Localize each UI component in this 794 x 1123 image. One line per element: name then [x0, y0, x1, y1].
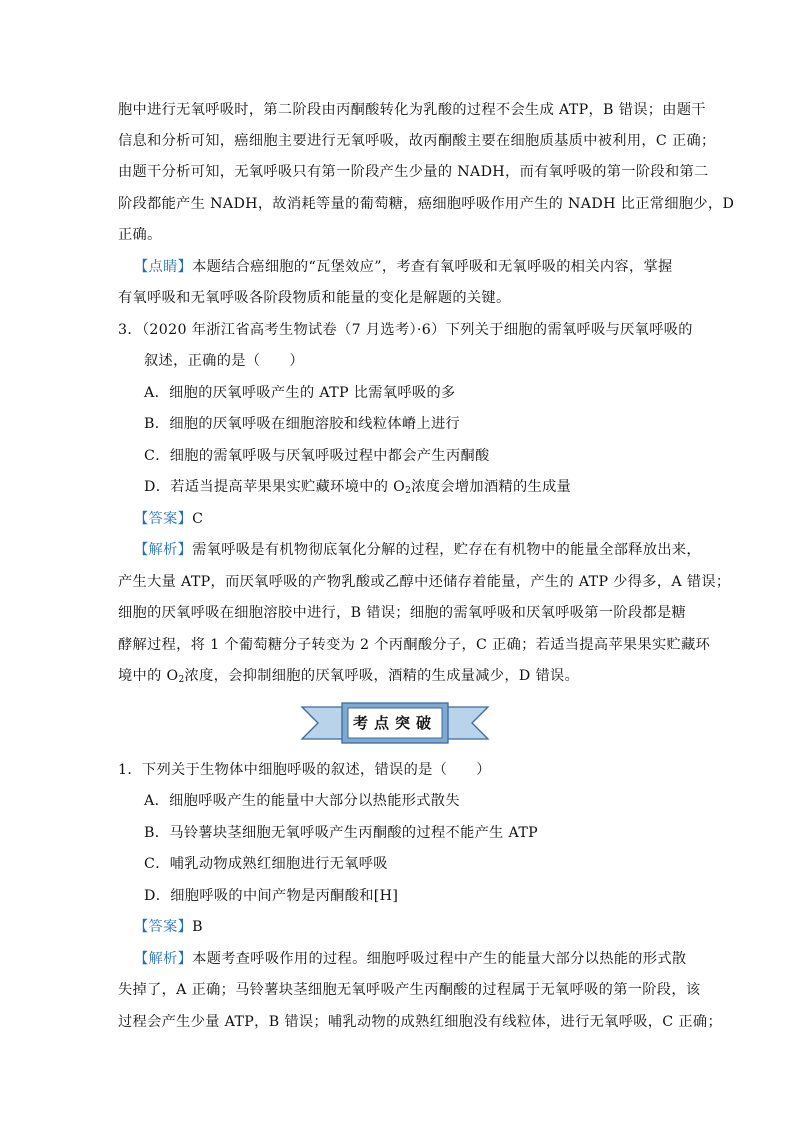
q3-option-a: A．细胞的厌氧呼吸产生的 ATP 比需氧呼吸的多 [144, 385, 456, 401]
intro-line-3: 由题干分析可知，无氧呼吸只有第一阶段产生少量的 NADH，而有氧呼吸的第一阶段和第二 [118, 164, 709, 180]
q3-answer [134, 509, 203, 529]
q3-jiexi-line-2: 产生大量 ATP，而厌氧呼吸的产物乳酸或乙醇中还储存着能量，产生的 ATP 少得多，A 错误； [118, 574, 731, 590]
dianjing-line-1 [134, 257, 673, 277]
q3-jiexi-5-sub: 2 [178, 675, 185, 685]
intro-line-4: 阶段都能产生 NADH，故消耗等量的葡萄糖，癌细胞呼吸作用产生的 NADH 比正常细胞少，D [118, 196, 735, 212]
p1-option-d: D．细胞呼吸的中间产物是丙酮酸和[H] [144, 888, 399, 904]
dianjing-line-2: 有氧呼吸和无氧呼吸各阶段物质和能量的变化是解题的关键。 [118, 290, 511, 306]
q3-jiexi-line-1 [134, 540, 701, 560]
q3-option-c: C．细胞的需氧呼吸与厌氧呼吸过程中都会产生丙酮酸 [144, 448, 490, 464]
q3-answer-value: C [192, 511, 204, 527]
p1-jiexi-tag: 【解析】 [134, 951, 193, 967]
q3-jiexi-5-pre: 境中的 O [118, 668, 179, 684]
section-banner [298, 701, 492, 745]
q3-stem-2: 叙述，正确的是（ ） [144, 353, 304, 369]
q3-option-d-post: 浓度会增加酒精的生成量 [411, 479, 572, 495]
dianjing-text-1: 本题结合癌细胞的“瓦堡效应”，考查有氧呼吸和无氧呼吸的相关内容，掌握 [192, 259, 673, 275]
p1-jiexi-line-2: 失掉了，A 正确；马铃薯块茎细胞无氧呼吸产生丙酮酸的过程属于无氧呼吸的第一阶段，该 [118, 982, 701, 998]
p1-stem: 1．下列关于生物体中细胞呼吸的叙述，错误的是（ ） [118, 762, 491, 778]
q3-option-d-pre: D．若适当提高苹果果实贮藏环境中的 O [144, 479, 406, 495]
intro-line-1: 胞中进行无氧呼吸时，第二阶段由丙酮酸转化为乳酸的过程不会生成 ATP，B 错误；由题干 [118, 102, 706, 118]
p1-jiexi-line-1 [134, 949, 686, 969]
q3-answer-tag: 【答案】 [134, 511, 193, 527]
dianjing-tag: 【点睛】 [134, 259, 193, 275]
q3-option-d [144, 477, 571, 501]
q3-jiexi-line-3: 细胞的厌氧呼吸在细胞溶胶中进行，B 错误；细胞的需氧呼吸和厌氧呼吸第一阶段都是糖 [118, 605, 687, 621]
q3-jiexi-5-post: 浓度，会抑制细胞的厌氧呼吸，酒精的生成量减少，D 错误。 [184, 668, 580, 684]
p1-answer-tag: 【答案】 [134, 919, 193, 935]
q3-jiexi-line-5 [118, 666, 579, 690]
q3-jiexi-text-1: 需氧呼吸是有机物彻底氧化分解的过程，贮存在有机物中的能量全部释放出来， [192, 542, 701, 558]
intro-line-5: 正确。 [118, 227, 162, 243]
q3-jiexi-line-4: 酵解过程，将 1 个葡萄糖分子转变为 2 个丙酮酸分子，C 正确；若适当提高苹果果实贮藏环 [118, 637, 711, 653]
q3-stem-1: 3．（2020 年浙江省高考生物试卷（7 月选考）·6）下列关于细胞的需氧呼吸与厌氧呼吸的 [118, 322, 693, 338]
p1-option-a: A．细胞呼吸产生的能量中大部分以热能形式散失 [144, 793, 460, 809]
p1-option-c: C．哺乳动物成熟红细胞进行无氧呼吸 [144, 856, 388, 872]
q3-option-d-sub: 2 [405, 486, 412, 496]
q3-option-b: B．细胞的厌氧呼吸在细胞溶胶和线粒体嵴上进行 [144, 416, 461, 432]
p1-option-b: B．马铃薯块茎细胞无氧呼吸产生丙酮酸的过程不能产生 ATP [144, 825, 539, 841]
intro-line-2: 信息和分析可知，癌细胞主要进行无氧呼吸，故丙酮酸主要在细胞质基质中被利用，C 正确； [118, 133, 716, 149]
p1-jiexi-line-3: 过程会产生少量 ATP，B 错误；哺乳动物的成熟红细胞没有线粒体，进行无氧呼吸，C 正确； [118, 1014, 722, 1030]
p1-answer-value: B [192, 919, 203, 935]
p1-answer [134, 917, 203, 937]
banner-title: 考点突破 [352, 713, 437, 732]
q3-jiexi-tag: 【解析】 [134, 542, 193, 558]
p1-jiexi-text-1: 本题考查呼吸作用的过程。细胞呼吸过程中产生的能量大部分以热能的形式散 [192, 951, 687, 967]
